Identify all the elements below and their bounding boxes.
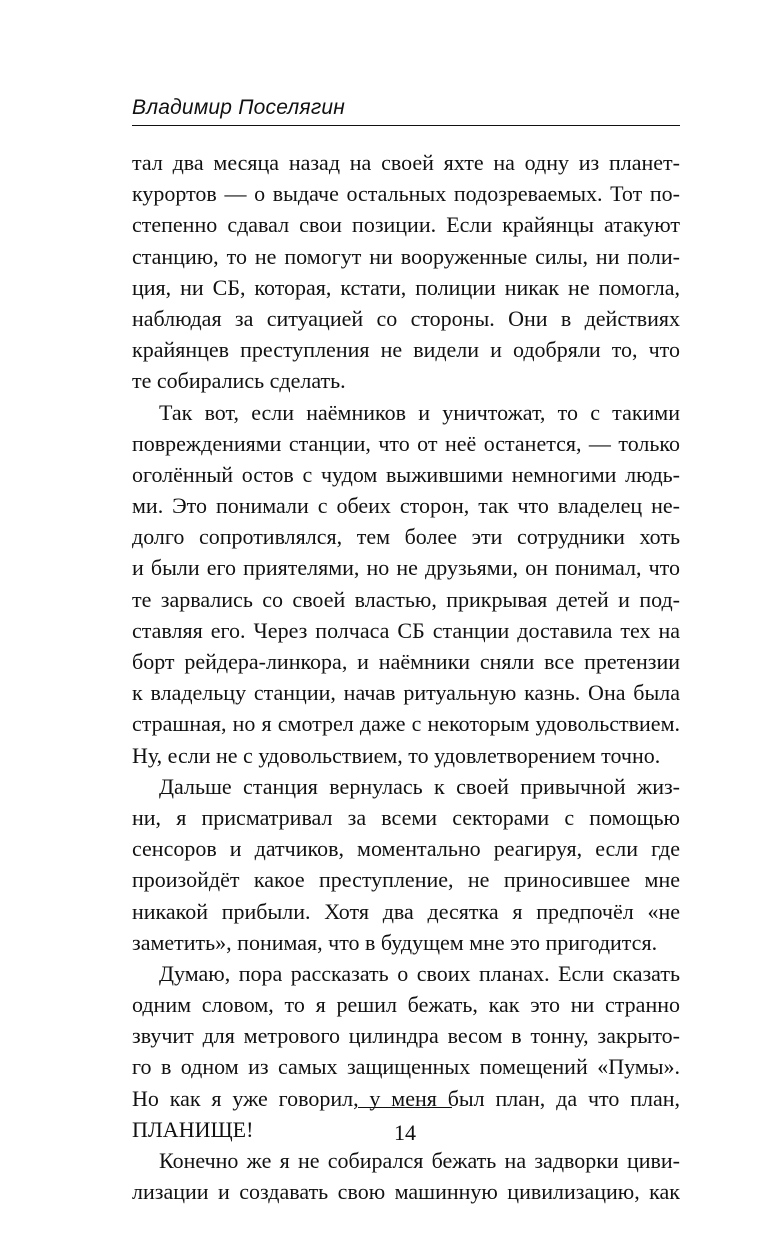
text-line: к владельцу станции, начав ритуальную казнь. Она была bbox=[132, 680, 680, 706]
text-line: наблюдая за ситуацией со стороны. Они в действиях bbox=[132, 305, 680, 331]
text-line: никакой прибыли. Хотя два десятка я предпочёл «не bbox=[132, 898, 680, 924]
text-line: Конечно же я не собирался бежать на задворки циви- bbox=[159, 1148, 680, 1173]
text-line: страшная, но я смотрел даже с некоторым удовольствием. bbox=[132, 711, 680, 737]
text-line: лизации и создавать свою машинную цивилизацию, как bbox=[132, 1179, 680, 1205]
text-line: борт рейдера-линкора, и наёмники сняли все претензии bbox=[132, 649, 680, 674]
text-line: оголённый остов с чудом выжившими немногими людь- bbox=[132, 461, 680, 487]
text-line: те зарвались со своей властью, прикрывая детей и под- bbox=[132, 586, 680, 612]
text-line: звучит для метрового цилиндра весом в тонну, закрыто- bbox=[132, 1023, 680, 1049]
text-line: заметить», понимая, что в будущем мне это пригодится. bbox=[132, 929, 658, 955]
text-line: Но как я уже говорил, у меня был план, да что план, bbox=[132, 1085, 680, 1111]
text-line: Дальше станция вернулась к своей привычной жиз- bbox=[159, 773, 680, 799]
text-line: те собирались сделать. bbox=[132, 368, 346, 394]
text-line: ни, я присматривал за всеми секторами с помощью bbox=[132, 804, 680, 830]
text-line: крайянцев преступления не видели и одобряли то, что bbox=[132, 337, 680, 363]
text-line: одним словом, то я решил бежать, как это ни странно bbox=[132, 992, 680, 1018]
page-number: 14 bbox=[394, 1120, 416, 1145]
text-line: повреждениями станции, что от неё останется, — только bbox=[132, 430, 680, 456]
text-line: Ну, если не с удовольствием, то удовлетворением точно. bbox=[132, 742, 661, 768]
text-line: ция, ни СБ, которая, кстати, полиции никак не помогла, bbox=[132, 274, 680, 300]
text-line: ставляя его. Через полчаса СБ станции доставила тех на bbox=[132, 617, 680, 643]
body-text bbox=[132, 147, 680, 1207]
text-line: произойдёт какое преступление, не приносившее мне bbox=[132, 867, 680, 893]
footer-divider bbox=[358, 1107, 452, 1108]
text-line: и были его приятелями, но не друзьями, он понимал, что bbox=[132, 555, 680, 581]
text-line: станцию, то не помогут ни вооруженные силы, ни поли- bbox=[132, 243, 680, 269]
text-line: Думаю, пора рассказать о своих планах. Если сказать bbox=[159, 960, 680, 986]
running-head-author: Владимир Поселягин bbox=[132, 96, 346, 119]
text-line: Так вот, если наёмников и уничтожат, то с такими bbox=[159, 399, 680, 425]
text-line: ми. Это понимали с обеих сторон, так что владелец не- bbox=[132, 493, 680, 519]
text-line: сенсоров и датчиков, моментально реагируя, если где bbox=[132, 836, 680, 862]
text-line: курортов — о выдаче остальных подозреваемых. Тот по- bbox=[132, 181, 680, 207]
header-divider bbox=[132, 125, 680, 126]
text-line: ПЛАНИЩЕ! bbox=[132, 1116, 254, 1142]
text-line: долго сопротивлялся, тем более эти сотрудники хоть bbox=[132, 524, 680, 550]
text-line: степенно сдавал свои позиции. Если крайянцы атакуют bbox=[132, 212, 680, 238]
text-line: го в одном из самых защищенных помещений «Пумы». bbox=[132, 1054, 680, 1080]
text-line: тал два месяца назад на своей яхте на одну из планет- bbox=[132, 150, 680, 175]
